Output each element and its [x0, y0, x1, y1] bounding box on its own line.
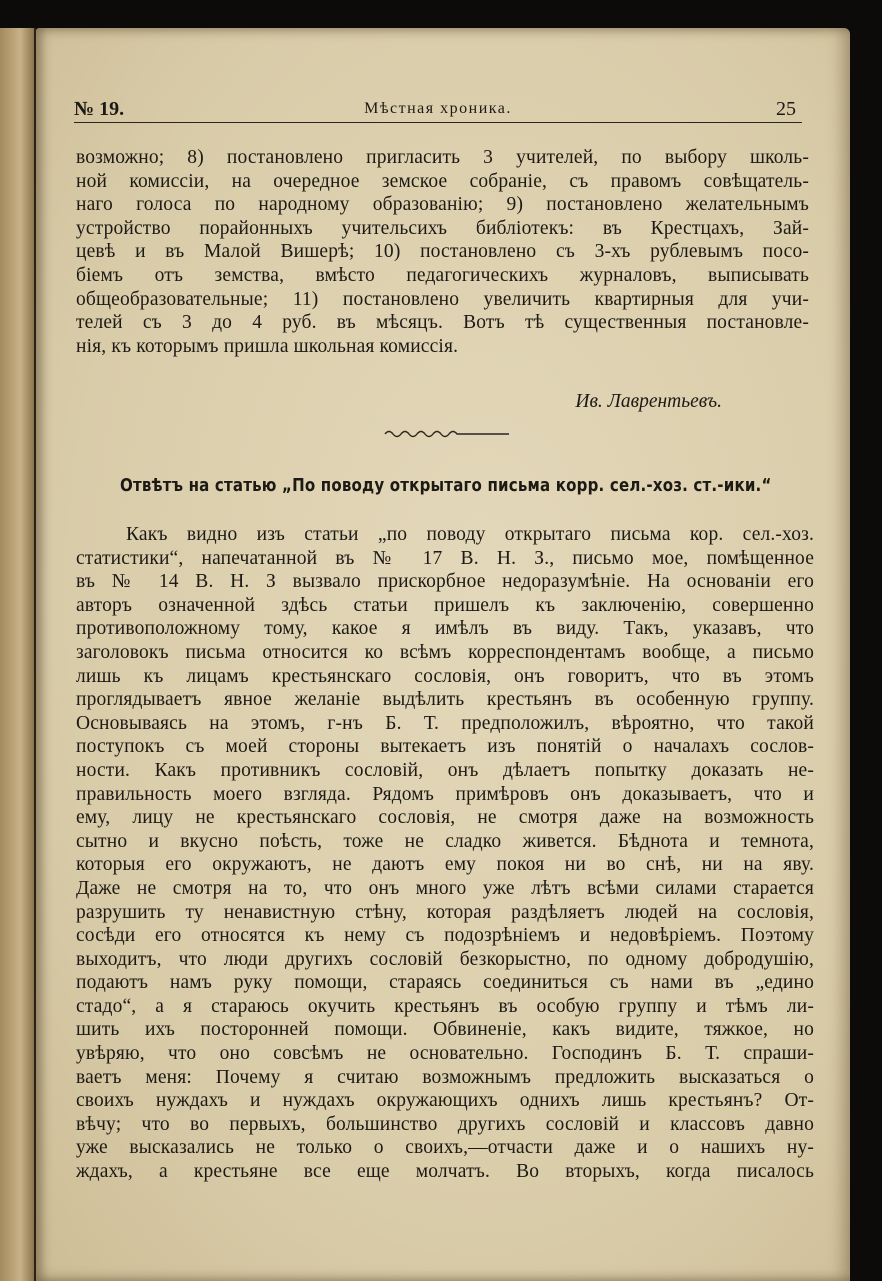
issue-number: № 19.: [74, 98, 125, 120]
text-line: цевѣ и въ Малой Вишерѣ; 10) постановлено съ 3-хъ рублевымъ посо-: [76, 241, 809, 263]
text-line: телей съ 3 до 4 руб. въ мѣсяцъ. Вотъ тѣ существенныя постановле-: [76, 312, 809, 334]
text-line: разрушить ту ненавистную стѣну, которая раздѣляетъ людей на сословія,: [76, 901, 814, 923]
text-line: Какъ видно изъ статьи „по поводу открытаго письма кор. сел.-хоз.: [126, 524, 814, 545]
page-header: [74, 94, 802, 123]
text-line: которыя его окружаютъ, не даютъ ему покоя ни во снѣ, ни на яву.: [76, 854, 814, 876]
text-line: подаютъ намъ руку помощи, стараясь соединиться съ нами въ „едино: [76, 972, 814, 994]
text-line: заголовокъ письма относится ко всѣмъ корреспондентамъ вообще, а письмо: [76, 641, 814, 663]
intro-paragraph: [76, 146, 809, 358]
text-line: шить ихъ посторонней помощи. Обвиненіе, какъ видите, тяжкое, но: [76, 1019, 814, 1041]
book-page: [36, 28, 850, 1281]
text-line: нія, къ которымъ пришла школьная комиссія.: [76, 335, 459, 357]
text-line: стадо“, а я стараюсь окучить крестьянъ въ особую группу и тѣмъ ли-: [76, 995, 814, 1017]
text-line: ности. Какъ противникъ сословій, онъ дѣлаетъ попытку доказать не-: [76, 759, 814, 781]
text-line: проглядываетъ явное желаніе выдѣлить крестьянъ въ особенную группу.: [76, 689, 814, 711]
text-line: Даже не смотря на то, что онъ много уже лѣтъ всѣми силами старается: [76, 877, 814, 899]
text-line: правильность моего взгляда. Рядомъ примѣровъ онъ доказываетъ, что и: [76, 783, 814, 805]
text-line: наго голоса по народному образованію; 9) постановлено желательнымъ: [76, 194, 809, 216]
text-line: лишь къ лицамъ крестьянскаго сословія, онъ говоритъ, что въ этомъ: [76, 665, 814, 687]
text-line: устройство порайонныхъ учительсихъ библіотекъ: въ Крестцахъ, Зай-: [76, 217, 809, 239]
text-line: ему, лицу не крестьянскаго сословія, не смотря даже на возможность: [76, 807, 814, 829]
article-body: [76, 523, 814, 1184]
text-line: авторъ означенной здѣсь статьи пришелъ къ заключенію, совершенно: [76, 594, 814, 616]
article-title: Отвѣтъ на статью „По поводу открытаго письма корр. сел.-хоз. ст.-ики.“: [120, 476, 772, 496]
text-line: общеобразовательные; 11) постановлено увеличить квартирныя для учи-: [76, 288, 809, 310]
text-line: ждахъ, а крестьяне все еще молчатъ. Во вторыхъ, когда писалось: [76, 1161, 814, 1183]
section-divider: [383, 426, 511, 440]
text-line: ваетъ меня: Почему я считаю возможнымъ предложить высказаться о: [76, 1066, 814, 1088]
text-line: статистики“, напечатанной въ № 17 В. Н. З., письмо мое, помѣщенное: [76, 547, 814, 569]
text-line: своихъ нуждахъ и нуждахъ окружающихъ однихъ лишь крестьянъ? От-: [76, 1090, 814, 1112]
text-line: сосѣди его относятся къ нему съ подозрѣніемъ и недовѣріемъ. Поэтому: [76, 925, 814, 947]
text-line: сытно и вкусно поѣсть, тоже не сладко живется. Бѣднота и темнота,: [76, 830, 814, 852]
text-line: вѣчу; что во первыхъ, большинство другихъ сословій и классовъ давно: [76, 1113, 814, 1135]
text-line: поступокъ съ моей стороны вытекаетъ изъ понятій о началахъ сослов-: [76, 736, 814, 758]
section-title: Мѣстная хроника.: [364, 100, 512, 117]
page-number: 25: [776, 98, 796, 120]
text-line: противоположному тому, какое я имѣлъ въ виду. Такъ, указавъ, что: [76, 618, 814, 640]
text-line: возможно; 8) постановлено пригласить 3 учителей, по выбору школь-: [76, 147, 809, 168]
left-page-edge: [0, 28, 36, 1281]
text-line: выходитъ, что люди другихъ сословій безкорыстно, по одному добродушію,: [76, 948, 814, 970]
text-line: Основываясь на этомъ, г-нъ Б. Т. предположилъ, вѣроятно, что такой: [76, 712, 814, 734]
author-signature: Ив. Лаврентьевъ.: [575, 391, 722, 412]
text-line: въ № 14 В. Н. З вызвало прискорбное недоразумѣніе. На основаніи его: [76, 571, 814, 593]
text-line: уже высказались не только о своихъ,—отчасти даже и о нашихъ ну-: [76, 1137, 814, 1159]
text-line: ной комиссіи, на очередное земское собраніе, съ правомъ совѣщатель-: [76, 170, 809, 192]
text-line: біемъ отъ земства, вмѣсто педагогическихъ журналовъ, выписывать: [76, 264, 809, 286]
text-line: увѣряю, что оно совсѣмъ не основательно. Господинъ Б. Т. спраши-: [76, 1043, 814, 1065]
